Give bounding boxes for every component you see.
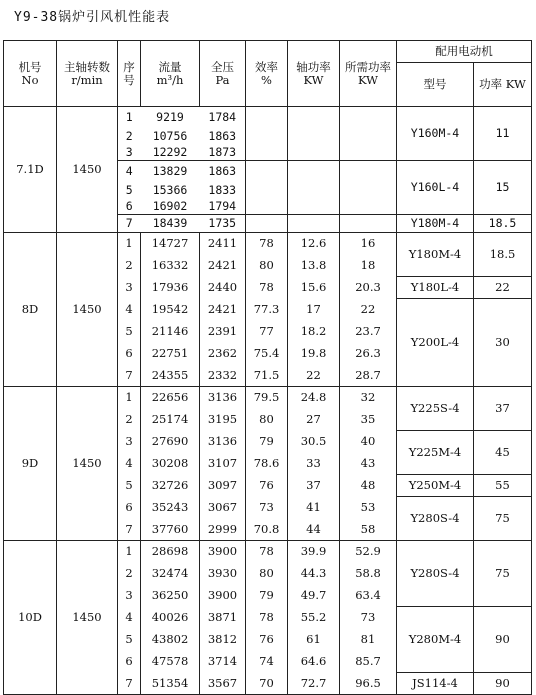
pressure-cell: 3067 — [200, 497, 246, 519]
flow-cell: 22656 — [141, 387, 200, 409]
shaft-power-cell: 13.8 — [288, 255, 340, 277]
required-power-cell: 53 — [340, 497, 397, 519]
pressure-cell: 3136 — [200, 387, 246, 409]
flow-cell: 9219 — [141, 107, 200, 129]
pressure-cell: 2421 — [200, 255, 246, 277]
motor-type-cell: Y180M-4 — [397, 233, 474, 277]
required-power-cell — [340, 215, 397, 233]
motor-power-cell: 45 — [474, 431, 532, 475]
shaft-power-cell: 22 — [288, 365, 340, 387]
flow-cell: 27690 — [141, 431, 200, 453]
efficiency-cell: 79 — [246, 585, 288, 607]
motor-power-cell: 30 — [474, 299, 532, 387]
motor-power-cell: 37 — [474, 387, 532, 431]
pressure-cell: 3107 — [200, 453, 246, 475]
seq-cell: 2 — [118, 255, 141, 277]
required-power-cell: 35 — [340, 409, 397, 431]
motor-type-cell: Y280M-4 — [397, 607, 474, 673]
shaft-power-cell: 44.3 — [288, 563, 340, 585]
required-power-cell: 58.8 — [340, 563, 397, 585]
required-power-cell: 23.7 — [340, 321, 397, 343]
seq-cell: 6 — [118, 651, 141, 673]
flow-cell: 37760 — [141, 519, 200, 541]
flow-cell: 40026 — [141, 607, 200, 629]
seq-cell: 5 — [118, 183, 141, 199]
shaft-power-cell — [288, 215, 340, 233]
required-power-cell: 40 — [340, 431, 397, 453]
efficiency-cell — [246, 129, 288, 145]
seq-cell: 5 — [118, 475, 141, 497]
shaft-power-cell: 41 — [288, 497, 340, 519]
flow-cell: 24355 — [141, 365, 200, 387]
flow-cell: 18439 — [141, 215, 200, 233]
motor-type-cell: Y160M-4 — [397, 107, 474, 161]
required-power-cell: 26.3 — [340, 343, 397, 365]
efficiency-cell: 80 — [246, 409, 288, 431]
flow-cell: 25174 — [141, 409, 200, 431]
shaft-power-cell: 61 — [288, 629, 340, 651]
seq-cell: 1 — [118, 541, 141, 563]
efficiency-cell: 73 — [246, 497, 288, 519]
pressure-cell: 3714 — [200, 651, 246, 673]
flow-cell: 32474 — [141, 563, 200, 585]
model-cell: 9D — [4, 387, 57, 541]
pressure-cell: 3900 — [200, 541, 246, 563]
motor-power-cell: 18.5 — [474, 233, 532, 277]
pressure-cell: 3097 — [200, 475, 246, 497]
efficiency-cell: 78 — [246, 277, 288, 299]
required-power-cell: 96.5 — [340, 673, 397, 695]
pressure-cell: 3900 — [200, 585, 246, 607]
shaft-power-cell: 44 — [288, 519, 340, 541]
required-power-cell — [340, 107, 397, 129]
seq-cell: 4 — [118, 161, 141, 183]
shaft-power-cell: 49.7 — [288, 585, 340, 607]
speed-cell: 1450 — [57, 387, 118, 541]
flow-cell: 16332 — [141, 255, 200, 277]
required-power-cell: 18 — [340, 255, 397, 277]
shaft-power-cell — [288, 107, 340, 129]
efficiency-cell: 79.5 — [246, 387, 288, 409]
pressure-cell: 3871 — [200, 607, 246, 629]
table-row — [4, 387, 532, 409]
pressure-cell: 1833 — [200, 183, 246, 199]
shaft-power-cell — [288, 183, 340, 199]
seq-cell: 3 — [118, 431, 141, 453]
motor-type-cell: Y180M-4 — [397, 215, 474, 233]
flow-cell: 19542 — [141, 299, 200, 321]
pressure-cell: 2411 — [200, 233, 246, 255]
shaft-power-cell — [288, 199, 340, 215]
seq-cell: 4 — [118, 299, 141, 321]
motor-type-cell: Y250M-4 — [397, 475, 474, 497]
model-cell: 8D — [4, 233, 57, 387]
flow-cell: 32726 — [141, 475, 200, 497]
motor-type-cell: JS114-4 — [397, 673, 474, 695]
seq-cell: 7 — [118, 673, 141, 695]
motor-power-cell: 22 — [474, 277, 532, 299]
pressure-cell: 1863 — [200, 161, 246, 183]
pressure-cell: 3195 — [200, 409, 246, 431]
efficiency-cell: 76 — [246, 475, 288, 497]
pressure-cell: 2421 — [200, 299, 246, 321]
required-power-cell: 58 — [340, 519, 397, 541]
header-motor-power: 功率 KW — [474, 63, 532, 107]
shaft-power-cell — [288, 145, 340, 161]
speed-cell: 1450 — [57, 107, 118, 233]
pressure-cell: 2332 — [200, 365, 246, 387]
motor-type-cell: Y280S-4 — [397, 497, 474, 541]
shaft-power-cell: 17 — [288, 299, 340, 321]
flow-cell: 51354 — [141, 673, 200, 695]
shaft-power-cell: 15.6 — [288, 277, 340, 299]
pressure-cell: 1873 — [200, 145, 246, 161]
motor-power-cell: 90 — [474, 673, 532, 695]
required-power-cell: 63.4 — [340, 585, 397, 607]
efficiency-cell: 78 — [246, 541, 288, 563]
header-shaft-power: 轴功率 KW — [288, 41, 340, 107]
seq-cell: 4 — [118, 607, 141, 629]
pressure-cell: 2440 — [200, 277, 246, 299]
required-power-cell: 48 — [340, 475, 397, 497]
flow-cell: 10756 — [152, 129, 188, 143]
pressure-cell: 1794 — [200, 199, 246, 215]
table-row — [4, 233, 532, 255]
speed-cell: 1450 — [57, 233, 118, 387]
header-model: 机号 No — [4, 41, 57, 107]
shaft-power-cell: 27 — [288, 409, 340, 431]
required-power-cell: 28.7 — [340, 365, 397, 387]
efficiency-cell: 77.3 — [246, 299, 288, 321]
shaft-power-cell: 24.8 — [288, 387, 340, 409]
pressure-cell: 3930 — [200, 563, 246, 585]
seq-cell: 2 — [118, 129, 141, 145]
pressure-cell: 3567 — [200, 673, 246, 695]
required-power-cell: 52.9 — [340, 541, 397, 563]
seq-cell: 3 — [118, 585, 141, 607]
pressure-cell: 2391 — [200, 321, 246, 343]
flow-cell: 28698 — [141, 541, 200, 563]
flow-cell: 35243 — [141, 497, 200, 519]
efficiency-cell — [246, 199, 288, 215]
flow-cell: 15366 — [152, 183, 188, 197]
pressure-cell: 3136 — [200, 431, 246, 453]
seq-cell: 4 — [118, 453, 141, 475]
seq-cell: 7 — [118, 365, 141, 387]
shaft-power-cell: 30.5 — [288, 431, 340, 453]
required-power-cell — [340, 199, 397, 215]
seq-cell: 6 — [118, 199, 141, 215]
flow-cell: 36250 — [141, 585, 200, 607]
speed-cell: 1450 — [57, 541, 118, 695]
seq-cell: 5 — [118, 629, 141, 651]
required-power-cell: 73 — [340, 607, 397, 629]
motor-type-cell: Y200L-4 — [397, 299, 474, 387]
seq-cell: 3 — [118, 145, 141, 161]
flow-cell: 16902 — [141, 199, 200, 215]
shaft-power-cell: 18.2 — [288, 321, 340, 343]
efficiency-cell — [246, 215, 288, 233]
motor-type-cell: Y225S-4 — [397, 387, 474, 431]
flow-cell: 30208 — [141, 453, 200, 475]
motor-power-cell: 11 — [474, 107, 532, 161]
efficiency-cell: 80 — [246, 255, 288, 277]
seq-cell: 7 — [118, 519, 141, 541]
shaft-power-cell — [288, 129, 340, 145]
motor-type-cell: Y225M-4 — [397, 431, 474, 475]
motor-power-cell: 18.5 — [474, 215, 532, 233]
required-power-cell: 32 — [340, 387, 397, 409]
motor-type-cell: Y160L-4 — [397, 161, 474, 215]
seq-cell: 5 — [118, 321, 141, 343]
efficiency-cell: 78 — [246, 233, 288, 255]
efficiency-cell — [246, 145, 288, 161]
required-power-cell: 43 — [340, 453, 397, 475]
table-row — [4, 541, 532, 563]
header-seq: 序号 — [118, 41, 141, 107]
efficiency-cell: 76 — [246, 629, 288, 651]
shaft-power-cell: 64.6 — [288, 651, 340, 673]
motor-power-cell: 75 — [474, 541, 532, 607]
flow-cell: 14727 — [141, 233, 200, 255]
efficiency-cell — [246, 161, 288, 183]
efficiency-cell: 74 — [246, 651, 288, 673]
efficiency-cell: 79 — [246, 431, 288, 453]
efficiency-cell: 77 — [246, 321, 288, 343]
table-row — [4, 107, 532, 129]
flow-cell: 17936 — [141, 277, 200, 299]
efficiency-cell: 78.6 — [246, 453, 288, 475]
model-cell: 10D — [4, 541, 57, 695]
flow-cell: 21146 — [141, 321, 200, 343]
flow-cell: 22751 — [141, 343, 200, 365]
seq-cell: 2 — [118, 409, 141, 431]
motor-type-cell: Y280S-4 — [397, 541, 474, 607]
pressure-cell: 2999 — [200, 519, 246, 541]
seq-cell: 3 — [118, 277, 141, 299]
required-power-cell: 22 — [340, 299, 397, 321]
header-motor-type: 型号 — [397, 63, 474, 107]
motor-power-cell: 15 — [474, 161, 532, 215]
required-power-cell — [340, 183, 397, 199]
shaft-power-cell: 72.7 — [288, 673, 340, 695]
motor-power-cell: 90 — [474, 607, 532, 673]
header-motor-group: 配用电动机 — [397, 41, 532, 63]
motor-power-cell: 55 — [474, 475, 532, 497]
seq-cell: 7 — [118, 215, 141, 233]
required-power-cell — [340, 129, 397, 145]
pressure-cell: 1735 — [200, 215, 246, 233]
shaft-power-cell: 19.8 — [288, 343, 340, 365]
efficiency-cell — [246, 107, 288, 129]
pressure-cell: 1863 — [200, 129, 246, 145]
seq-cell: 1 — [118, 107, 141, 129]
required-power-cell: 81 — [340, 629, 397, 651]
pressure-cell: 3812 — [200, 629, 246, 651]
flow-cell: 43802 — [141, 629, 200, 651]
flow-cell: 12292 — [141, 145, 200, 161]
seq-cell: 6 — [118, 343, 141, 365]
efficiency-cell: 78 — [246, 607, 288, 629]
header-required-power: 所需功率 KW — [340, 41, 397, 107]
header-efficiency: 效率 % — [246, 41, 288, 107]
shaft-power-cell: 37 — [288, 475, 340, 497]
seq-cell: 1 — [118, 387, 141, 409]
efficiency-cell: 70.8 — [246, 519, 288, 541]
seq-cell: 1 — [118, 233, 141, 255]
shaft-power-cell: 55.2 — [288, 607, 340, 629]
header-flow: 流量 m³/h — [141, 41, 200, 107]
efficiency-cell: 80 — [246, 563, 288, 585]
flow-cell: 47578 — [141, 651, 200, 673]
required-power-cell: 16 — [340, 233, 397, 255]
efficiency-cell: 75.4 — [246, 343, 288, 365]
efficiency-cell: 71.5 — [246, 365, 288, 387]
shaft-power-cell: 12.6 — [288, 233, 340, 255]
required-power-cell: 85.7 — [340, 651, 397, 673]
required-power-cell — [340, 145, 397, 161]
performance-table — [3, 40, 532, 695]
motor-power-cell: 75 — [474, 497, 532, 541]
seq-cell: 2 — [118, 563, 141, 585]
page-title: Y9-38锅炉引风机性能表 — [14, 10, 171, 25]
model-cell: 7.1D — [4, 107, 57, 233]
header-speed: 主轴转数 r/min — [57, 41, 118, 107]
seq-cell: 6 — [118, 497, 141, 519]
flow-cell: 13829 — [141, 161, 200, 183]
efficiency-cell: 70 — [246, 673, 288, 695]
shaft-power-cell: 39.9 — [288, 541, 340, 563]
motor-type-cell: Y180L-4 — [397, 277, 474, 299]
efficiency-cell — [246, 183, 288, 199]
pressure-cell: 2362 — [200, 343, 246, 365]
pressure-cell: 1784 — [200, 107, 246, 129]
shaft-power-cell: 33 — [288, 453, 340, 475]
required-power-cell: 20.3 — [340, 277, 397, 299]
shaft-power-cell — [288, 161, 340, 183]
required-power-cell — [340, 161, 397, 183]
header-pressure: 全压 Pa — [200, 41, 246, 107]
